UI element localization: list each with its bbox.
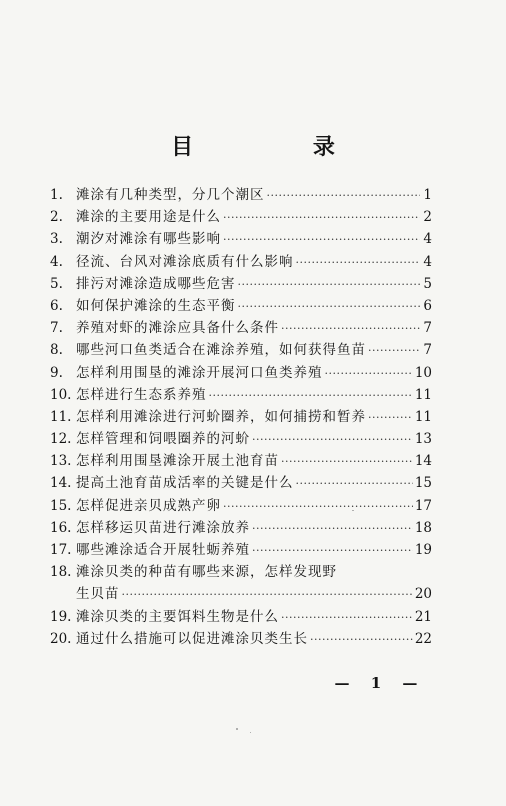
- toc-entry-number: 5.: [50, 275, 63, 292]
- toc-entry-number: 12.: [50, 431, 72, 448]
- toc-entry-page: 7: [423, 342, 432, 359]
- toc-entry-title: 排污对滩涂造成哪些危害: [76, 275, 236, 292]
- toc-entry-number: 15.: [50, 497, 72, 514]
- toc-entry-title: 滩涂的主要用途是什么: [76, 209, 221, 226]
- toc-entry-6: [50, 295, 432, 317]
- toc-entry-page: 7: [423, 320, 432, 337]
- toc-entry-title: 通过什么措施可以促进滩涂贝类生长: [76, 630, 308, 647]
- toc-dot-leader: [252, 518, 413, 540]
- toc-entry-page: 19: [414, 542, 432, 558]
- toc-entry-8: [50, 339, 432, 361]
- toc-entry-title: 怎样移运贝苗进行滩涂放养: [76, 519, 250, 536]
- toc-entry-number: 14.: [50, 475, 72, 492]
- toc-entry-number: 3.: [50, 231, 63, 248]
- toc-dot-leader: [209, 385, 413, 407]
- toc-entry-number: 10.: [50, 386, 72, 403]
- toc-entry-title: 滩涂贝类的主要饵料生物是什么: [76, 608, 279, 625]
- toc-entry-number: 20.: [50, 630, 72, 647]
- toc-entry-title: 提高土池育苗成活率的关键是什么: [76, 475, 294, 492]
- toc-entry-number: 8.: [50, 342, 63, 359]
- toc-dot-leader: [368, 407, 413, 429]
- toc-entry-page: 2: [423, 209, 432, 226]
- toc-dot-leader: [281, 607, 413, 629]
- toc-entry-page: 10: [414, 364, 432, 381]
- toc-entry-15: [50, 495, 432, 517]
- toc-entry-title: 怎样管理和饲喂圈养的河蚧: [76, 431, 250, 448]
- print-speck: [236, 728, 238, 730]
- toc-entry-page: 13: [414, 431, 432, 448]
- toc-entry-page: 6: [423, 297, 432, 314]
- toc-entry-title: 养殖对虾的滩涂应具备什么条件: [76, 320, 279, 337]
- toc-dot-leader: [296, 252, 421, 274]
- toc-dot-leader: [252, 540, 413, 562]
- toc-entry-page: 4: [423, 231, 432, 248]
- toc-entry-page: 21: [414, 608, 432, 625]
- toc-entry-page: 1: [423, 187, 432, 203]
- toc-entry-5: [50, 273, 432, 295]
- toc-entry-title: 怎样利用滩涂进行河蚧圈养，如何捕捞和暂养: [76, 408, 366, 425]
- page-number: — 1 —: [334, 674, 426, 692]
- toc-dot-leader: [281, 318, 420, 340]
- toc-entry-14: [50, 472, 432, 494]
- toc-entry-title: 怎样利用围垦的滩涂开展河口鱼类养殖: [76, 364, 323, 381]
- toc-entry-7: [50, 317, 432, 339]
- toc-entry-title: 怎样促进亲贝成熟产卵: [76, 497, 221, 514]
- toc-entry-title: 哪些河口鱼类适合在滩涂养殖，如何获得鱼苗: [76, 342, 366, 359]
- toc-entry-page: 15: [414, 475, 432, 492]
- toc-entry-number: 16.: [50, 519, 72, 536]
- toc-dot-leader: [252, 429, 413, 451]
- toc-entry-18-continued: [50, 583, 432, 605]
- toc-entry-number: 2.: [50, 209, 63, 226]
- toc-entry-3: [50, 228, 432, 250]
- toc-entry-9: [50, 362, 432, 384]
- toc-dot-leader: [238, 296, 421, 318]
- toc-entry-page: 4: [423, 253, 432, 270]
- toc-entry-number: 19.: [50, 608, 72, 625]
- toc-dot-leader: [267, 185, 421, 207]
- toc-entry-2: [50, 206, 432, 228]
- toc-entry-12: [50, 428, 432, 450]
- toc-entry-11: [50, 406, 432, 428]
- table-of-contents: [50, 184, 432, 650]
- toc-entry-title: 如何保护滩涂的生态平衡: [76, 297, 236, 314]
- toc-dot-leader: [368, 340, 420, 362]
- toc-entry-4: [50, 251, 432, 273]
- toc-entry-13: [50, 450, 432, 472]
- toc-entry-number: 13.: [50, 453, 72, 470]
- toc-dot-leader: [122, 584, 413, 606]
- toc-entry-number: 9.: [50, 364, 63, 381]
- toc-entry-number: 18.: [50, 564, 72, 581]
- toc-entry-title: 怎样利用围垦滩涂开展土池育苗: [76, 453, 279, 470]
- toc-dot-leader: [223, 207, 420, 229]
- toc-dot-leader: [223, 229, 420, 251]
- toc-entry-title: 哪些滩涂适合开展牡蛎养殖: [76, 542, 250, 558]
- toc-entry-page: 5: [423, 275, 432, 292]
- toc-dot-leader: [310, 629, 413, 651]
- page-title: 目 录: [171, 135, 391, 160]
- toc-entry-10: [50, 384, 432, 406]
- toc-entry-page: 11: [414, 408, 432, 425]
- toc-entry-page: 11: [414, 386, 432, 403]
- toc-entry-20: [50, 628, 432, 650]
- toc-dot-leader: [223, 496, 413, 518]
- toc-entry-16: [50, 517, 432, 539]
- toc-dot-leader: [281, 451, 413, 473]
- toc-entry-number: 1.: [50, 187, 63, 203]
- toc-entry-18: [50, 561, 432, 583]
- toc-entry-number: 6.: [50, 297, 63, 314]
- toc-entry-number: 7.: [50, 320, 63, 337]
- toc-entry-title-continued: 生贝苗: [76, 586, 120, 603]
- toc-entry-1: [50, 184, 432, 206]
- toc-entry-17: [50, 539, 432, 561]
- toc-entry-number: 4.: [50, 253, 63, 270]
- toc-entry-title: 潮汐对滩涂有哪些影响: [76, 231, 221, 248]
- print-speck: [352, 510, 354, 511]
- toc-dot-leader: [325, 363, 413, 385]
- toc-entry-page: 18: [414, 519, 432, 536]
- toc-entry-title: 滩涂有几种类型，分几个潮区: [76, 187, 265, 203]
- toc-entry-page: 22: [414, 630, 432, 647]
- toc-entry-19: [50, 606, 432, 628]
- toc-entry-page: 20: [414, 586, 432, 603]
- toc-entry-title: 滩涂贝类的种苗有哪些来源，怎样发现野: [76, 564, 337, 581]
- toc-entry-title: 怎样进行生态系养殖: [76, 386, 207, 403]
- toc-entry-number: 17.: [50, 542, 72, 558]
- toc-dot-leader: [296, 473, 413, 495]
- toc-entry-number: 11.: [50, 408, 72, 425]
- toc-entry-page: 17: [414, 497, 432, 514]
- toc-entry-page: 14: [414, 453, 432, 470]
- print-speck: [250, 732, 251, 733]
- toc-entry-title: 径流、台风对滩涂底质有什么影响: [76, 253, 294, 270]
- toc-dot-leader: [238, 274, 421, 296]
